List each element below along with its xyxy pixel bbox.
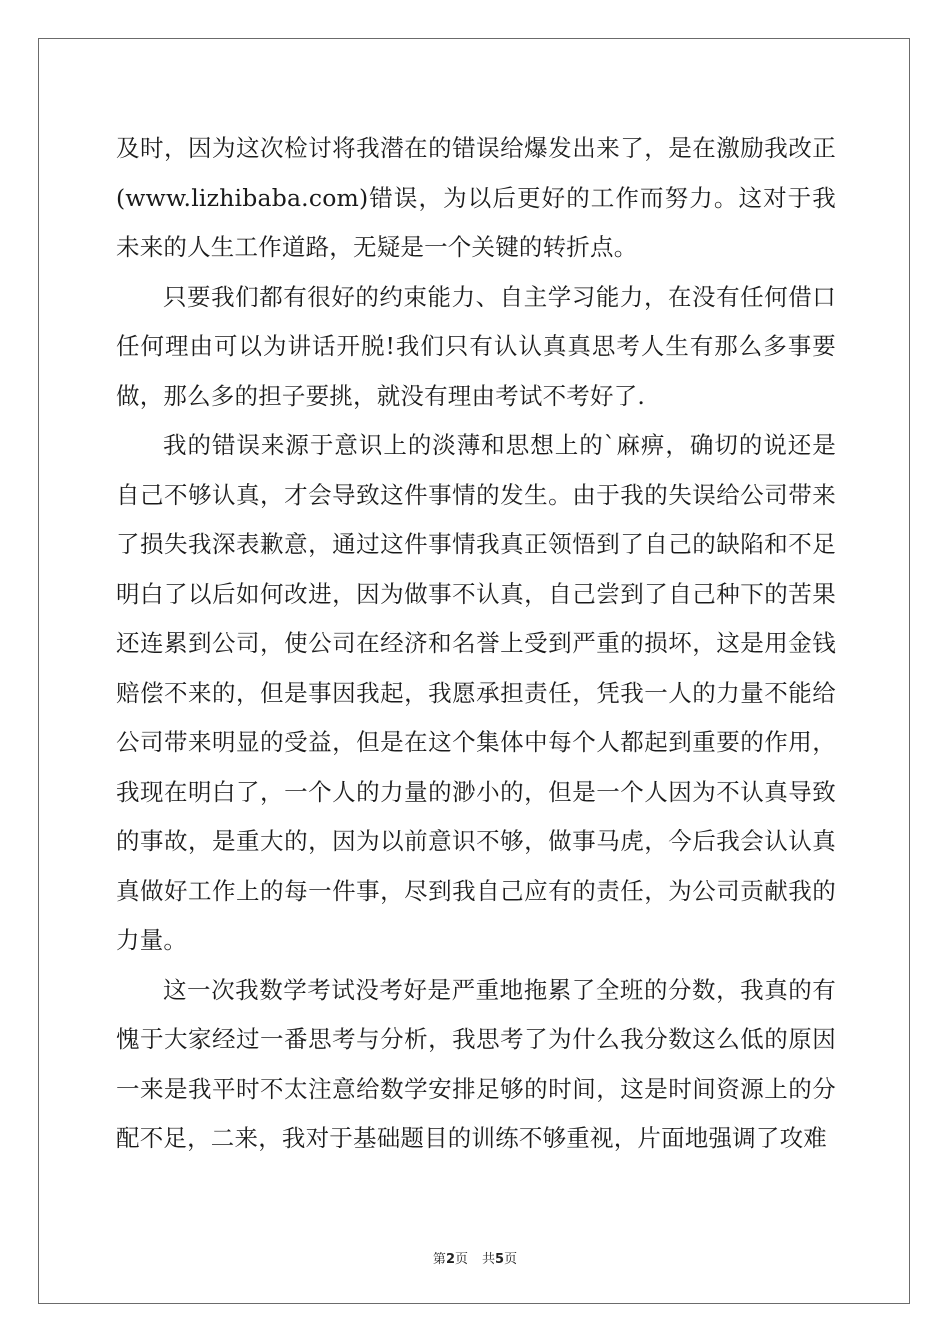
page-prefix: 第 bbox=[432, 1252, 446, 1267]
page-number bbox=[433, 1252, 468, 1267]
paragraph-2: 只要我们都有很好的约束能力、自主学习能力，在没有任何借口任何理由可以为讲话开脱!我们只有认认真真思考人生有那么多事要做，那么多的担子要挑，就没有理由考试不考好了. bbox=[116, 282, 836, 410]
total-page-number: 5 bbox=[495, 1252, 505, 1267]
page-suffix: 页 bbox=[454, 1252, 468, 1267]
paragraph-4: 这一次我数学考试没考好是严重地拖累了全班的分数，我真的有愧于大家经过一番思考与分析，我思考了为什么我分数这么低的原因一来是我平时不太注意给数学安排足够的时间，这是时间资源上的分配不足，二来，我对于基础题目的训练不够重视，片面地强调了攻难 bbox=[116, 975, 836, 1152]
paragraph-1: 及时，因为这次检讨将我潜在的错误给爆发出来了，是在激励我改正(www.lizhibaba.com)错误，为以后更好的工作而努力。这对于我未来的人生工作道路，无疑是一个关键的转折点。 bbox=[116, 134, 836, 261]
total-prefix: 共 bbox=[482, 1252, 496, 1267]
paragraph-3: 我的错误来源于意识上的淡薄和思想上的`麻痹，确切的说还是自己不够认真，才会导致这件事情的发生。由于我的失误给公司带来了损失我深表歉意，通过这件事情我真正领悟到了自己的缺陷和不足明白了以后如何改进，因为做事不认真，自己尝到了自己种下的苦果还连累到公司，使公司在经济和名誉上受到严重的损坏，这是用金钱赔偿不来的，但是事因我起，我愿承担责任，凭我一人的力量不能给公司带来明显的受益，但是在这个集体中每个人都起到重要的作用，我现在明白了，一个人的力量的渺小的，但是一个人因为不认真导致的事故，是重大的，因为以前意识不够，做事马虎，今后我会认认真真做好工作上的每一件事，尽到我自己应有的责任，为公司贡献我的力量。 bbox=[116, 431, 836, 954]
page-total bbox=[482, 1252, 517, 1267]
current-page-number: 2 bbox=[445, 1252, 455, 1267]
page-footer bbox=[0, 1248, 950, 1267]
document-body bbox=[116, 124, 836, 1164]
total-suffix: 页 bbox=[504, 1252, 518, 1267]
